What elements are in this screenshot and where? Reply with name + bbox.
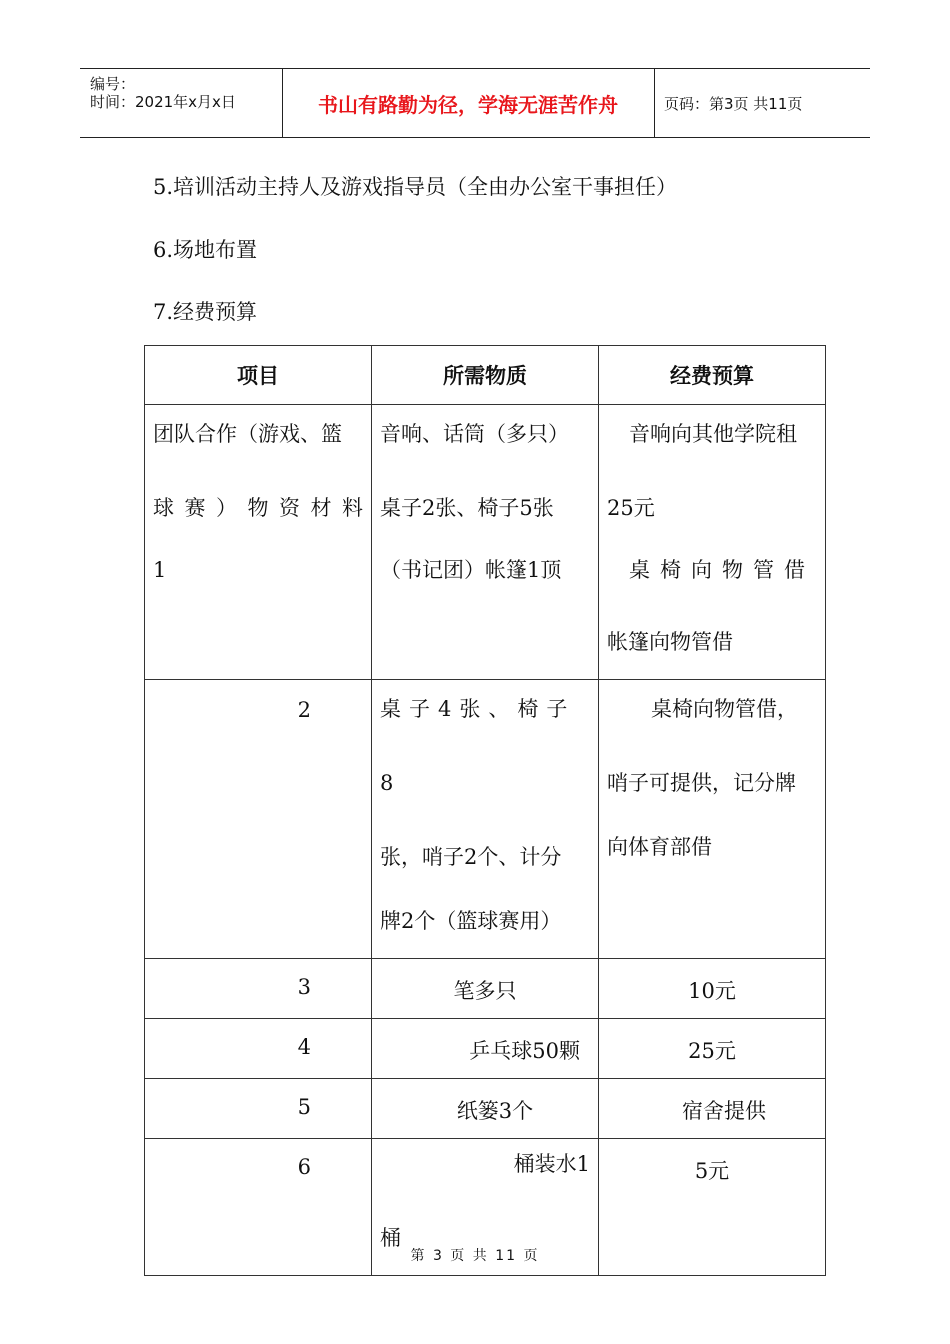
cell-line: 乒乓球50颗	[469, 1039, 580, 1063]
cell-line: 音响向其他学院租	[629, 422, 797, 446]
row4-material	[372, 1019, 599, 1079]
cell-line: 3	[297, 975, 311, 999]
page-footer: 第 3 页 共 11 页	[410, 1248, 540, 1264]
cell-line: 4	[297, 1035, 311, 1059]
header-divider	[654, 69, 655, 137]
budget-table	[144, 345, 826, 1276]
cell-line: 5元	[694, 1159, 730, 1183]
code-label: 编号：	[90, 75, 136, 93]
row3-budget	[599, 959, 826, 1019]
table-row	[145, 680, 826, 959]
row5-budget	[599, 1079, 826, 1139]
cell-line: （书记团）帐篷1顶	[380, 558, 562, 582]
section-5: 5.培训活动主持人及游戏指导员（全由办公室干事担任）	[153, 175, 678, 199]
row1-budget	[599, 405, 826, 680]
header-item: 项目	[145, 346, 372, 405]
cell-line: 桌子2张、椅子5张	[380, 496, 554, 520]
cell-line: 桶	[380, 1226, 401, 1250]
row2-material	[372, 680, 599, 959]
row3-material	[372, 959, 599, 1019]
cell-line: 笔多只	[453, 979, 517, 1003]
row4-item	[145, 1019, 372, 1079]
cell-line: 牌2个（篮球赛用）	[380, 909, 562, 933]
cell-line: 桌子4张、椅子8	[380, 697, 576, 795]
header-budget: 经费预算	[599, 346, 826, 405]
cell-line: 帐篷向物管借	[607, 630, 733, 654]
header-page-info: 页码：第3页 共11页	[664, 94, 803, 113]
cell-line: 1	[153, 558, 167, 582]
cell-line: 宿舍提供	[682, 1099, 766, 1123]
cell-line: 10元	[688, 979, 736, 1003]
row1-item	[145, 405, 372, 680]
row1-material	[372, 405, 599, 680]
cell-line: 音响、话筒（多只）	[380, 422, 569, 446]
table-row	[145, 959, 826, 1019]
cell-line: 向体育部借	[607, 835, 712, 859]
row3-item	[145, 959, 372, 1019]
cell-line: 球赛）物资材料	[153, 496, 363, 520]
header-meta	[90, 75, 236, 111]
table-row	[145, 1019, 826, 1079]
table-row	[145, 405, 826, 680]
cell-line: 张，哨子2个、计分	[380, 845, 562, 869]
cell-line: 桌椅向物管借，	[651, 697, 798, 721]
cell-line: 25元	[688, 1039, 736, 1063]
cell-line: 6	[297, 1155, 311, 1179]
cell-line: 哨子可提供，记分牌	[607, 771, 796, 795]
header-material: 所需物质	[372, 346, 599, 405]
table-header-row	[145, 346, 826, 405]
row2-item	[145, 680, 372, 959]
cell-line: 桶装水1	[513, 1152, 590, 1176]
page-header	[80, 68, 870, 138]
cell-line: 2	[297, 698, 311, 722]
row4-budget	[599, 1019, 826, 1079]
cell-line: 桌椅向物管借	[629, 558, 815, 582]
cell-line: 团队合作（游戏、篮	[153, 422, 342, 446]
row5-item	[145, 1079, 372, 1139]
cell-line: 25元	[607, 496, 655, 520]
time-label: 时间：2021年x月x日	[90, 93, 236, 111]
section-6: 6.场地布置	[153, 238, 258, 262]
section-7: 7.经费预算	[153, 300, 258, 324]
cell-line: 纸篓3个	[456, 1099, 534, 1123]
header-motto: 书山有路勤为径，学海无涯苦作舟	[318, 92, 618, 117]
cell-line: 5	[297, 1095, 311, 1119]
row2-budget	[599, 680, 826, 959]
